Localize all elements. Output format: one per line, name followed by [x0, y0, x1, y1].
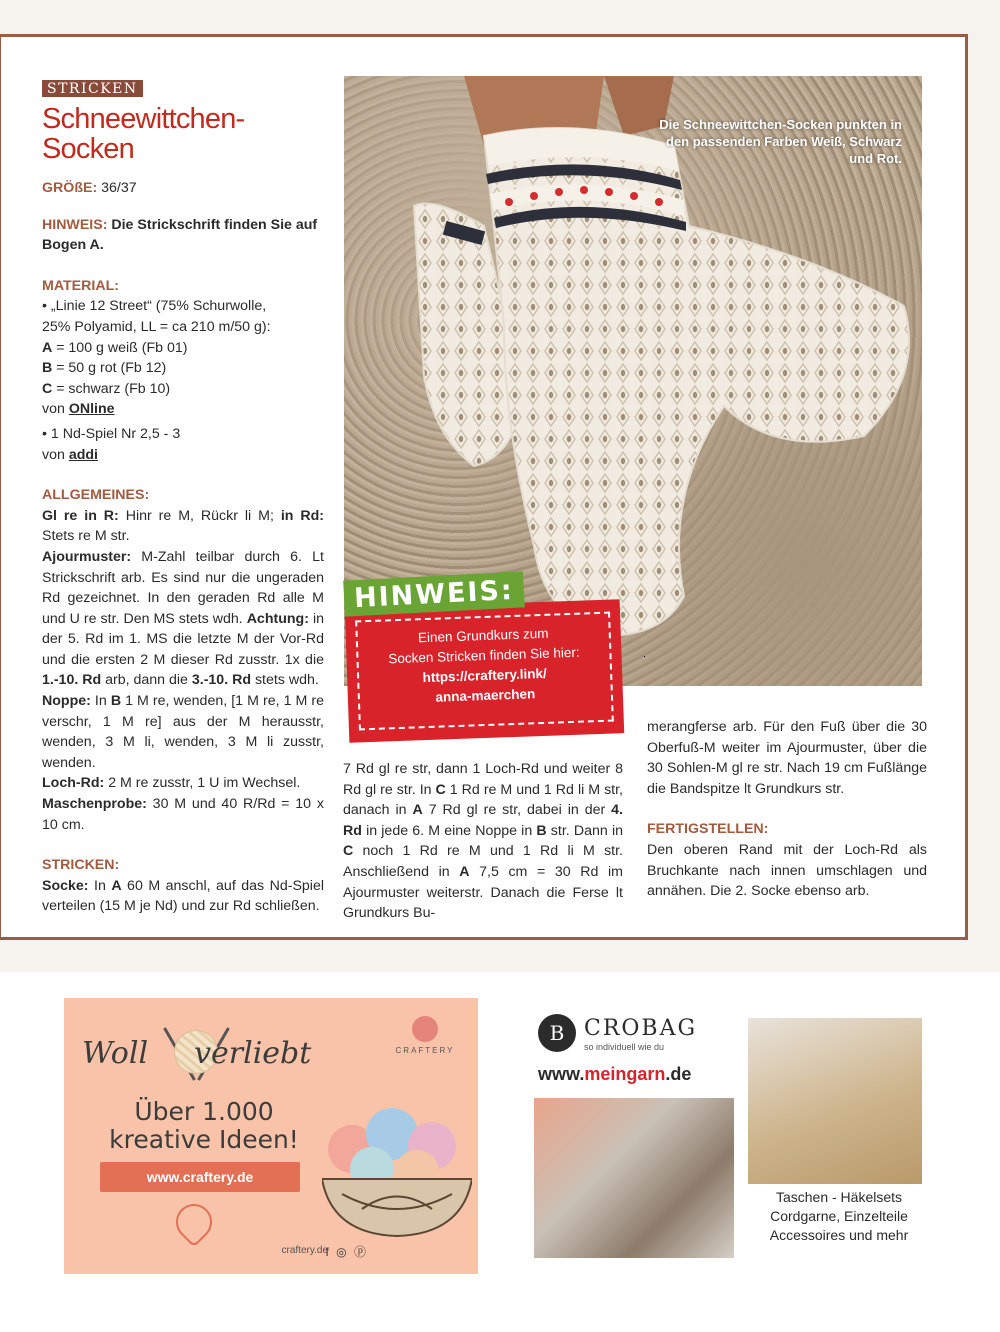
material-c — [42, 379, 324, 400]
crobag-ad[interactable] — [520, 998, 930, 1274]
text-column-2 — [343, 759, 623, 924]
sock-label: Socke: — [42, 877, 89, 894]
col2-b-1: B — [536, 822, 547, 839]
size-value: 36/37 — [97, 180, 137, 196]
col2-c-1: C — [435, 781, 446, 798]
crobag-brand: CROBAG — [584, 1016, 698, 1041]
col2-text-1: 7 Rd gl re str, dann 1 Loch-Rd und weiter 8 Rd gl re str. In — [343, 761, 623, 798]
craftery-ad[interactable] — [64, 998, 478, 1274]
probe-label: Maschenprobe: — [42, 796, 147, 813]
url-prefix: www. — [538, 1064, 585, 1084]
crobag-logo-icon: B — [538, 1014, 576, 1052]
material-a — [42, 338, 324, 359]
supplier-1 — [42, 399, 324, 420]
crobag-url[interactable] — [538, 1064, 691, 1085]
hint-link-2[interactable]: anna-maerchen — [435, 686, 536, 705]
ajour-bold-1: 1.-10. Rd — [42, 672, 102, 689]
hint-sticker-label: HINWEIS: — [343, 571, 524, 616]
gl-rd-text: Stets re M str. — [42, 528, 130, 545]
gl-rd-label: in Rd: — [280, 507, 325, 524]
noppe-label: Noppe: — [42, 693, 91, 710]
general-noppe — [42, 691, 324, 773]
supplier-2-prefix: von — [42, 446, 69, 463]
ajour-bold-2: 3.-10. Rd — [191, 672, 251, 689]
heart-outline-icon — [169, 1197, 220, 1248]
yarn-products-photo — [534, 1098, 734, 1258]
product-line-2: Cordgarne, Einzelteile — [770, 1208, 908, 1224]
note-text-a: Die Strickschrift finden Sie auf — [107, 216, 318, 233]
col2-text-2: 1 Rd re M und 1 Rd li M str, danach in — [343, 781, 623, 819]
crobag-product-list — [750, 1188, 928, 1245]
gl-label: Gl re in R: — [42, 507, 119, 524]
supplier-2 — [42, 445, 324, 466]
col2-paragraph — [343, 759, 623, 924]
product-line-3: Accessoires und mehr — [769, 1227, 909, 1243]
ajour-text-2: in der 5. Rd im 1. MS die letzte M der Vor-Rd und die ersten 2 M dieser Rd zusstr. 1x die — [42, 610, 324, 668]
craftery-logo — [390, 1016, 460, 1055]
knit-heading: STRICKEN: — [42, 857, 120, 874]
finish-text: Den oberen Rand mit der Loch-Rd als Bruchkante nach innen umschlagen und annähen. Die 2. Socke ebenso arb. — [647, 841, 927, 900]
noppe-text-2: 1 M re, wenden, [1 M re, 1 M re verschr, 1 M re] aus der M herausstr, wenden, 3 M li, wenden, 3 M li zusstr, wenden. — [42, 693, 324, 771]
social-icons[interactable]: f ◎ ⓟ — [325, 1245, 368, 1259]
col2-bold-1: 4. Rd — [343, 802, 623, 839]
heart-icon — [412, 1016, 438, 1042]
material-heading: MATERIAL: — [42, 277, 119, 294]
col2-text-7: 7,5 cm = 30 Rd im Ajourmuster weiterstr. Danach die Ferse lt Grundkurs Bu- — [343, 863, 624, 922]
note-text-b: Bogen A. — [42, 237, 104, 254]
loch-label: Loch-Rd: — [42, 775, 105, 792]
col2-a-1: A — [412, 802, 423, 819]
sock-a: A — [111, 877, 122, 894]
ajour-text-3: arb, dann die — [101, 672, 192, 689]
knit-sock — [42, 876, 324, 917]
article-title — [42, 104, 302, 164]
ajour-text-4: stets wdh. — [251, 672, 319, 689]
col2-text-3: 7 Rd gl re str, dabei in der — [422, 802, 612, 819]
noppe-b: B — [110, 693, 122, 710]
product-line-1: Taschen - Häkelsets — [775, 1189, 903, 1205]
brand-left: Woll — [82, 1036, 149, 1071]
craftery-footer-url[interactable]: craftery.de — [281, 1245, 328, 1256]
col3-paragraph: merangferse arb. Für den Fuß über die 30 Oberfuß-M weiter im Ajourmuster, über die 30 Sohlen-M gl re str. Nach 19 cm Fußlänge die Bandspitze lt Grundkurs str. — [647, 719, 927, 797]
ad-headline-2: kreative Ideen! — [109, 1125, 299, 1154]
col2-text-6: noch 1 Rd re M und 1 Rd li M str. Anschließend in — [343, 843, 623, 880]
note-label: HINWEIS: — [42, 216, 108, 233]
photo-caption: Die Schneewittchen-Socken punkten in den passenden Farben Weiß, Schwarz und Rot. — [659, 117, 902, 166]
general-ajour — [42, 547, 324, 691]
url-suffix: .de — [665, 1064, 692, 1084]
material-a-text: = 100 g weiß (Fb 01) — [52, 339, 188, 356]
ad-brand — [82, 1036, 311, 1071]
text-column-1 — [42, 178, 324, 917]
noppe-text-1: In — [90, 693, 111, 710]
url-domain: meingarn — [584, 1064, 666, 1084]
hint-line-2: Socken Stricken finden Sie hier: — [388, 644, 580, 667]
note-paragraph — [42, 215, 324, 256]
title-line-1: Schneewittchen- — [42, 103, 245, 135]
bag-photo — [748, 1018, 922, 1184]
col2-text-5: str. Dann in — [546, 822, 623, 839]
ajour-text-1: M-Zahl teilbar durch 6. Lt Strickschrift arb. Es sind nur die ungeraden Rd gezeichnet. In den geraden Rd alle M und U re str. Den MS stets wdh. — [42, 548, 324, 627]
text-column-3 — [647, 717, 927, 902]
col2-text-4: in jede 6. M eine Noppe in — [361, 822, 537, 839]
general-probe — [42, 794, 324, 835]
col2-c-2: C — [343, 843, 354, 860]
general-loch — [42, 773, 324, 794]
finish-heading: FERTIGSTELLEN: — [647, 821, 769, 838]
hint-sticker — [345, 599, 625, 743]
supplier-1-prefix: von — [42, 401, 69, 418]
gl-text: Hinr re M, Rückr li M; — [118, 507, 281, 524]
ad-headline — [104, 1098, 304, 1154]
size-line — [42, 178, 324, 199]
material-b-label: B — [42, 360, 53, 377]
sock-text-1: In — [88, 877, 112, 894]
craftery-logo-text: CRAFTERY — [395, 1046, 455, 1055]
section-tag: STRICKEN — [42, 80, 143, 97]
hint-link-1[interactable]: https://craftery.link/ — [422, 665, 548, 686]
hint-sticker-text — [346, 621, 624, 711]
ajour-label: Ajourmuster: — [42, 548, 132, 565]
size-label: GRÖßE: — [42, 180, 98, 196]
hint-line-1: Einen Grundkurs zum — [417, 625, 549, 646]
general-heading: ALLGEMEINES: — [42, 487, 150, 504]
title-line-2: Socken — [42, 133, 134, 165]
crobag-slogan: so individuell wie du — [584, 1042, 665, 1052]
material-line-2: 25% Polyamid, LL = ca 210 m/50 g): — [42, 318, 271, 335]
brand-right: verliebt — [194, 1036, 312, 1071]
material-b — [42, 358, 324, 379]
probe-text: 30 M und 40 R/Rd = 10 x 10 cm. — [42, 796, 324, 833]
material-line-1: • „Linie 12 Street“ (75% Schurwolle, — [42, 298, 267, 315]
craftery-url-button[interactable]: www.craftery.de — [100, 1162, 300, 1192]
ad-headline-1: Über 1.000 — [134, 1097, 274, 1126]
col2-a-2: A — [459, 863, 470, 880]
material-c-text: = schwarz (Fb 10) — [52, 380, 171, 397]
general-gl — [42, 506, 324, 547]
sock-text-2: 60 M anschl, auf das Nd-Spiel verteilen (15 M je Nd) und zur Rd schließen. — [42, 877, 324, 915]
supplier-1-brand: ONline — [68, 401, 115, 418]
material-a-label: A — [42, 339, 53, 356]
yarn-bowl-illustration — [322, 1094, 472, 1244]
material-b-text: = 50 g rot (Fb 12) — [52, 360, 167, 377]
material-c-label: C — [42, 380, 53, 397]
achtung-label: Achtung: — [246, 610, 309, 627]
supplier-2-brand: addi — [68, 446, 98, 463]
loch-text: 2 M re zusstr, 1 U im Wechsel. — [104, 775, 301, 792]
needle-line: • 1 Nd-Spiel Nr 2,5 - 3 — [42, 425, 181, 442]
